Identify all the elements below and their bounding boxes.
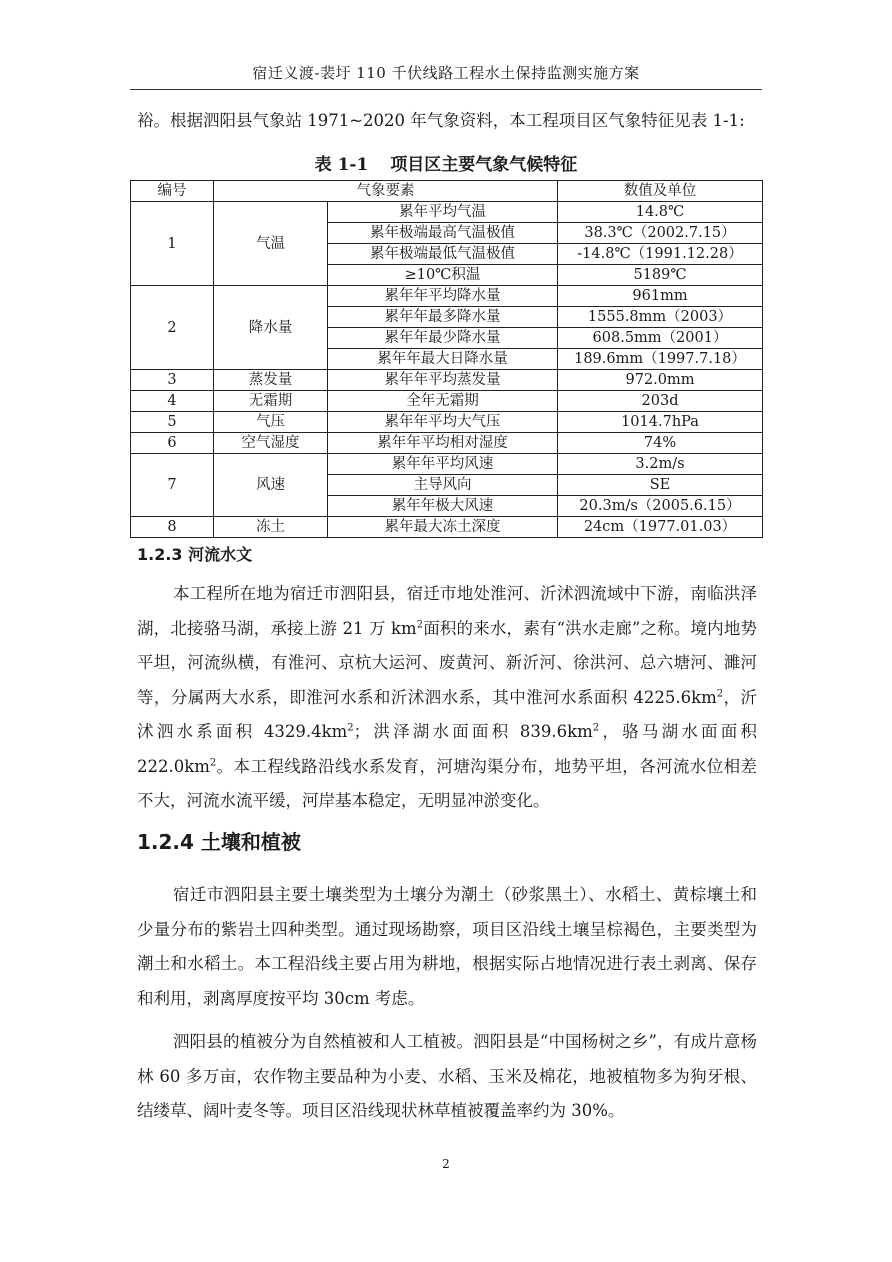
heading-river-hydrology: 1.2.3 河流水文 — [137, 545, 253, 564]
cell-value: -14.8℃（1991.12.28） — [558, 244, 763, 265]
cell-item: 主导风向 — [328, 475, 558, 496]
river-text-2: 面积的来水，素有“洪水走廊”之称。境内地势平坦，河流纵横，有淮河、京杭大运河、废黄河、新沂河、徐洪河、总六塘河、濉河等，分属两大水系，即淮河水系和沂沭泗水系，其中淮河水系面积 4225.6km — [137, 618, 758, 707]
cell-value: 961mm — [558, 286, 763, 307]
cell-id: 2 — [131, 286, 214, 370]
cell-value: 24cm（1977.01.03） — [558, 517, 763, 538]
paragraph-soil: 宿迁市泗阳县主要土壤类型为土壤分为潮土（砂浆黑土）、水稻土、黄棕壤土和少量分布的紫岩土四种类型。通过现场勘察，项目区沿线土壤呈棕褐色，主要类型为潮土和水稻土。本工程沿线主要占用为耕地，根据实际占地情况进行表土剥离、保存和利用，剥离厚度按平均 30cm 考虑。 — [137, 885, 757, 1008]
cell-category: 风速 — [214, 454, 328, 517]
cell-id: 4 — [131, 391, 214, 412]
cell-value: 189.6mm（1997.7.18） — [558, 349, 763, 370]
cell-value: SE — [558, 475, 763, 496]
cell-category: 气温 — [214, 202, 328, 286]
cell-value: 1555.8mm（2003） — [558, 307, 763, 328]
page-number: 2 — [442, 1157, 450, 1171]
header-value: 数值及单位 — [558, 181, 763, 202]
table-row — [131, 202, 763, 223]
cell-value: 5189℃ — [558, 265, 763, 286]
river-text-4: ；洪泽湖水面面积 839.6km — [353, 722, 593, 741]
cell-item: 全年无霜期 — [328, 391, 558, 412]
paragraph-vegetation: 泗阳县的植被分为自然植被和人工植被。泗阳县是“中国杨树之乡”，有成片意杨林 60 多万亩，农作物主要品种为小麦、水稻、玉米及棉花，地被植物多为狗牙根、结缕草、阔叶麦冬等。项目区沿线现状林草植被覆盖率约为 30%。 — [137, 1032, 757, 1120]
table-row — [131, 454, 763, 475]
cell-id: 3 — [131, 370, 214, 391]
cell-category: 空气湿度 — [214, 433, 328, 454]
cell-value: 1014.7hPa — [558, 412, 763, 433]
table-caption: 项目区主要气象气候特征 — [390, 155, 578, 175]
cell-id: 5 — [131, 412, 214, 433]
table-row — [131, 286, 763, 307]
river-text-6: 。本工程线路沿线水系发育，河塘沟渠分布，地势平坦，各河流水位相差不大，河流水流平缓，河岸基本稳定，无明显冲淤变化。 — [137, 756, 757, 810]
heading-soil-vegetation: 1.2.4 土壤和植被 — [137, 830, 301, 854]
cell-category: 气压 — [214, 412, 328, 433]
table-row — [131, 391, 763, 412]
header-element: 气象要素 — [214, 181, 558, 202]
cell-item: 累年年最多降水量 — [328, 307, 558, 328]
cell-category: 冻土 — [214, 517, 328, 538]
cell-value: 74% — [558, 433, 763, 454]
table-row — [131, 370, 763, 391]
cell-value: 14.8℃ — [558, 202, 763, 223]
cell-category: 蒸发量 — [214, 370, 328, 391]
climate-table — [130, 180, 763, 538]
cell-id: 1 — [131, 202, 214, 286]
river-text-1: 本工程所在地为宿迁市泗阳县，宿迁市地处淮河、沂沭泗流域中下游，南临洪泽湖，北接骆马湖，承接上游 21 万 km — [137, 584, 757, 638]
cell-value: 608.5mm（2001） — [558, 328, 763, 349]
cell-category: 降水量 — [214, 286, 328, 370]
table-row — [131, 412, 763, 433]
cell-value: 38.3℃（2002.7.15） — [558, 223, 763, 244]
cell-value: 20.3m/s（2005.6.15） — [558, 496, 763, 517]
table-title — [130, 150, 762, 175]
table-header-row — [131, 181, 763, 202]
intro-paragraph: 裕。根据泗阳县气象站 1971~2020 年气象资料，本工程项目区气象特征见表 1-1: — [137, 111, 745, 130]
cell-item: 累年年平均相对湿度 — [328, 433, 558, 454]
cell-item: 累年年最大日降水量 — [328, 349, 558, 370]
sup: 2 — [592, 722, 600, 734]
cell-item: 累年平均气温 — [328, 202, 558, 223]
cell-item: 累年年平均蒸发量 — [328, 370, 558, 391]
cell-item: 累年年平均大气压 — [328, 412, 558, 433]
paragraph-river — [137, 577, 757, 819]
cell-id: 8 — [131, 517, 214, 538]
cell-id: 6 — [131, 433, 214, 454]
climate-table-body — [131, 181, 763, 538]
table-number: 表 1-1 — [314, 155, 369, 175]
cell-item: 累年最大冻土深度 — [328, 517, 558, 538]
cell-value: 203d — [558, 391, 763, 412]
cell-item: 累年年平均降水量 — [328, 286, 558, 307]
sup: 2 — [416, 619, 424, 630]
river-text-3: ，沂沭泗水系面积 4329.4km — [137, 687, 757, 741]
river-text-5: ，骆马湖水面面积 222.0km — [137, 722, 757, 776]
sup: 2 — [716, 688, 724, 699]
cell-item: 累年极端最低气温极值 — [328, 244, 558, 265]
cell-item: 累年年平均风速 — [328, 454, 558, 475]
cell-item: ≥10℃积温 — [328, 265, 558, 286]
cell-category: 无霜期 — [214, 391, 328, 412]
cell-item: 累年年最少降水量 — [328, 328, 558, 349]
header-id: 编号 — [131, 181, 214, 202]
sup: 2 — [209, 757, 217, 768]
table-row — [131, 433, 763, 454]
cell-id: 7 — [131, 454, 214, 517]
cell-item: 累年极端最高气温极值 — [328, 223, 558, 244]
cell-item: 累年年极大风速 — [328, 496, 558, 517]
cell-value: 972.0mm — [558, 370, 763, 391]
cell-value: 3.2m/s — [558, 454, 763, 475]
running-header: 宿迁义渡-裴圩 110 千伏线路工程水土保持监测实施方案 — [252, 64, 640, 82]
sup: 2 — [347, 722, 354, 734]
table-row — [131, 517, 763, 538]
header-rule — [130, 89, 762, 90]
